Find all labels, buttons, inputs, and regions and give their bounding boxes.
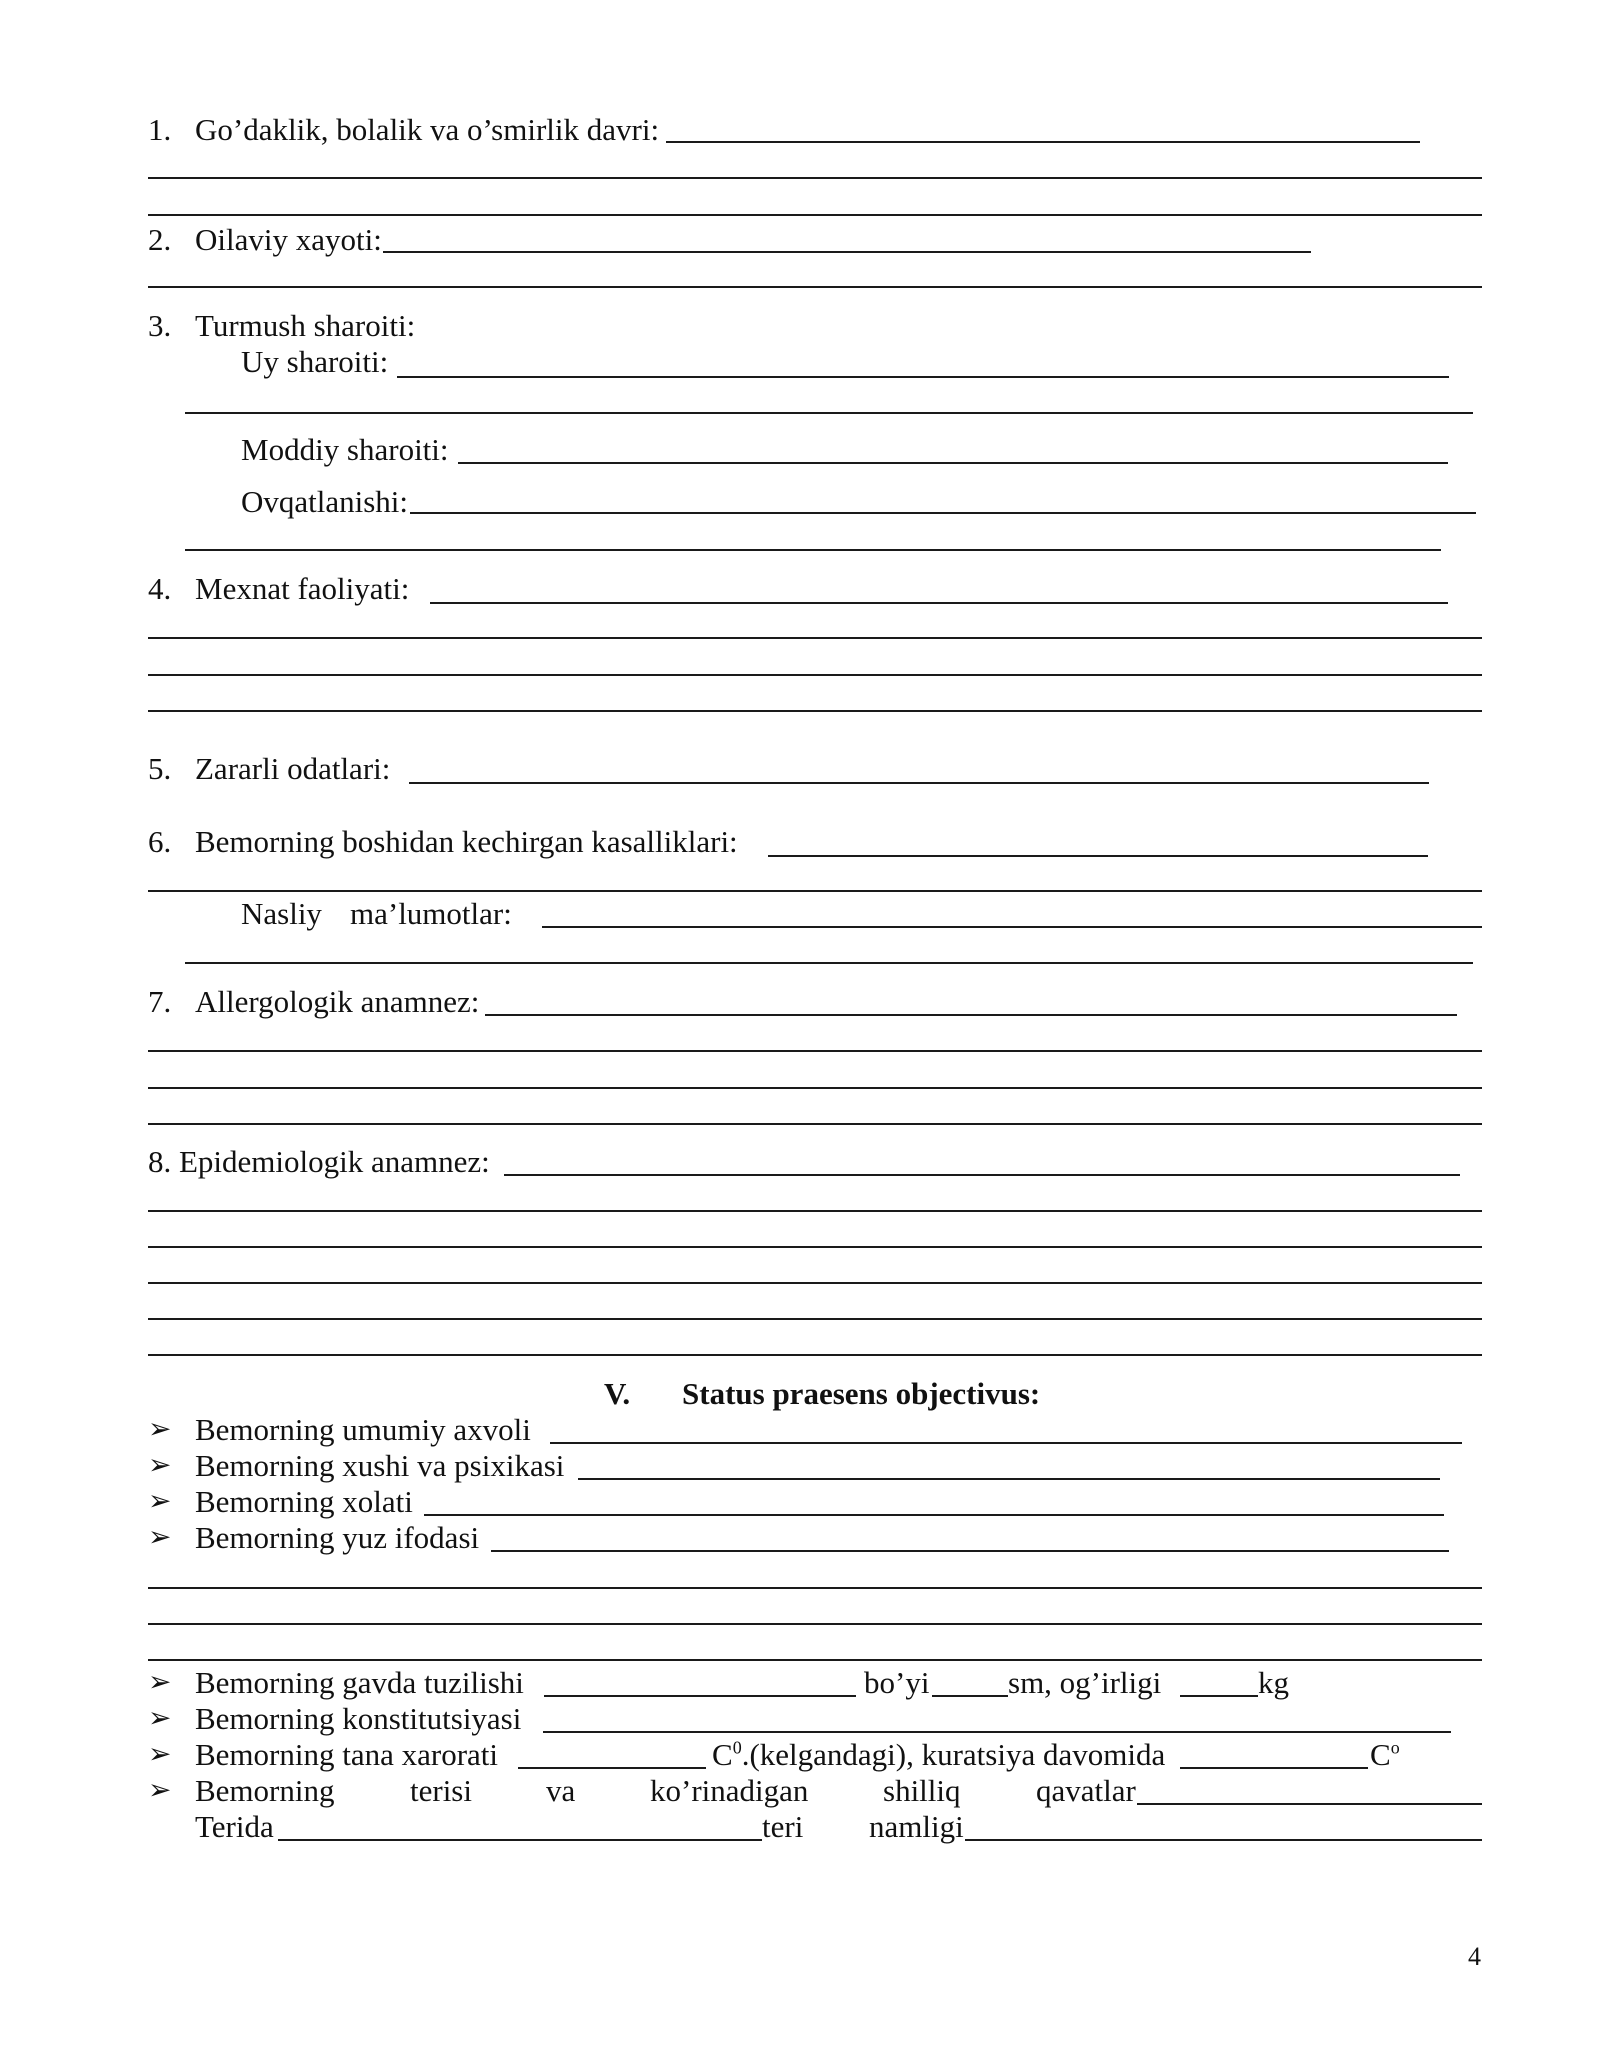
teri-word-5: shilliq xyxy=(883,1773,961,1808)
uy-sharoiti-line-2[interactable] xyxy=(185,412,1473,414)
moddiy-sharoiti-fill-line[interactable] xyxy=(458,462,1448,464)
section-numeral: V. xyxy=(604,1376,631,1411)
boyi-label: bo’yi xyxy=(864,1665,930,1700)
item-7-line-3[interactable] xyxy=(148,1087,1482,1089)
teri-word-3: va xyxy=(546,1773,576,1808)
tana-xarorati-fill-line[interactable] xyxy=(518,1767,706,1769)
kuratsiya-fill-line[interactable] xyxy=(1180,1767,1368,1769)
ovqatlanishi-fill-line[interactable] xyxy=(410,512,1476,514)
arrow-icon: ➢ xyxy=(148,1450,172,1481)
item-1-label: Go’daklik, bolalik va o’smirlik davri: xyxy=(195,112,660,147)
c-zero-label: $C^0.(kelgandagi)$, kuratsiya davomida xyxy=(712,1737,1166,1772)
c-o-label: $C^o$ xyxy=(1370,1737,1400,1772)
item-4-fill-line[interactable] xyxy=(430,602,1448,604)
ogirligi-fill-line[interactable] xyxy=(1180,1695,1258,1697)
bullet-gavda-tuzilishi: Bemorning gavda tuzilishi xyxy=(195,1665,524,1700)
item-6-number: 6. xyxy=(148,824,172,859)
item-8-label: 8. Epidemiologik anamnez: xyxy=(148,1144,490,1179)
nasliy-line-2[interactable] xyxy=(185,962,1473,964)
teri-word-1: Bemorning xyxy=(195,1773,335,1808)
xolati-fill-line[interactable] xyxy=(424,1514,1444,1516)
item-7-fill-line[interactable] xyxy=(485,1014,1457,1016)
ovqatlanishi-line-2[interactable] xyxy=(185,549,1441,551)
item-2-line-2[interactable] xyxy=(148,286,1482,288)
item-4-label: Mexnat faoliyati: xyxy=(195,571,410,606)
item-5-number: 5. xyxy=(148,751,172,786)
arrow-icon: ➢ xyxy=(148,1703,172,1734)
item-6-fill-line[interactable] xyxy=(768,855,1428,857)
yuz-ifodasi-fill-line[interactable] xyxy=(491,1550,1449,1552)
item-2-label: Oilaviy xayoti: xyxy=(195,222,382,257)
arrow-icon: ➢ xyxy=(148,1667,172,1698)
item-8-line-6[interactable] xyxy=(148,1354,1482,1356)
nasliy-fill-line[interactable] xyxy=(542,926,1482,928)
arrow-icon: ➢ xyxy=(148,1486,172,1517)
item-8-line-5[interactable] xyxy=(148,1318,1482,1320)
item-7-number: 7. xyxy=(148,984,172,1019)
item-1-line-3[interactable] xyxy=(148,214,1482,216)
teri-label: teri xyxy=(762,1809,804,1844)
item-1-number: 1. xyxy=(148,112,172,147)
item-4-line-3[interactable] xyxy=(148,674,1482,676)
item-7-label: Allergologik anamnez: xyxy=(195,984,480,1019)
uy-sharoiti-fill-line[interactable] xyxy=(397,376,1449,378)
yuz-ifodasi-line-2[interactable] xyxy=(148,1587,1482,1589)
qavatlar-fill-line[interactable] xyxy=(1137,1803,1482,1805)
ovqatlanishi-label: Ovqatlanishi: xyxy=(241,484,409,519)
teri-word-4: ko’rinadigan xyxy=(650,1773,809,1808)
teri-word-6: qavatlar xyxy=(1036,1773,1136,1808)
page-number: 4 xyxy=(1468,1942,1481,1971)
item-3-label: Turmush sharoiti: xyxy=(195,308,416,343)
section-title: Status praesens objectivus: xyxy=(682,1376,1041,1411)
item-2-number: 2. xyxy=(148,222,172,257)
namligi-fill-line[interactable] xyxy=(965,1839,1482,1841)
bullet-xushi-psixikasi: Bemorning xushi va psixikasi xyxy=(195,1448,565,1483)
item-7-line-2[interactable] xyxy=(148,1050,1482,1052)
item-8-line-3[interactable] xyxy=(148,1246,1482,1248)
uy-sharoiti-label: Uy sharoiti: xyxy=(241,344,389,379)
yuz-ifodasi-line-3[interactable] xyxy=(148,1623,1482,1625)
malumotlar-label: ma’lumotlar: xyxy=(350,896,512,931)
umumiy-axvoli-fill-line[interactable] xyxy=(550,1442,1462,1444)
item-7-line-4[interactable] xyxy=(148,1123,1482,1125)
item-1-fill-line[interactable] xyxy=(666,141,1420,143)
namligi-label: namligi xyxy=(869,1809,964,1844)
terida-fill-line[interactable] xyxy=(278,1839,762,1841)
sm-ogirligi-label: sm, og’irligi xyxy=(1008,1665,1162,1700)
boyi-fill-line[interactable] xyxy=(932,1695,1008,1697)
item-4-line-4[interactable] xyxy=(148,710,1482,712)
bullet-yuz-ifodasi: Bemorning yuz ifodasi xyxy=(195,1520,480,1555)
item-1-line-2[interactable] xyxy=(148,177,1482,179)
nasliy-label: Nasliy xyxy=(241,896,322,931)
bullet-konstitutsiyasi: Bemorning konstitutsiyasi xyxy=(195,1701,522,1736)
arrow-icon: ➢ xyxy=(148,1775,172,1806)
item-4-number: 4. xyxy=(148,571,172,606)
item-5-fill-line[interactable] xyxy=(409,782,1429,784)
xushi-psixikasi-fill-line[interactable] xyxy=(578,1478,1440,1480)
item-6-label: Bemorning boshidan kechirgan kasalliklari: xyxy=(195,824,738,859)
yuz-ifodasi-line-4[interactable] xyxy=(148,1659,1482,1661)
item-8-fill-line[interactable] xyxy=(504,1174,1460,1176)
arrow-icon: ➢ xyxy=(148,1739,172,1770)
teri-word-2: terisi xyxy=(410,1773,472,1808)
bullet-xolati: Bemorning xolati xyxy=(195,1484,413,1519)
item-6-line-2[interactable] xyxy=(148,890,1482,892)
arrow-icon: ➢ xyxy=(148,1522,172,1553)
bullet-umumiy-axvoli: Bemorning umumiy axvoli xyxy=(195,1412,531,1447)
bullet-tana-xarorati: Bemorning tana xarorati xyxy=(195,1737,499,1772)
item-4-line-2[interactable] xyxy=(148,637,1482,639)
item-3-number: 3. xyxy=(148,308,172,343)
item-5-label: Zararli odatlari: xyxy=(195,751,391,786)
item-2-fill-line[interactable] xyxy=(383,251,1311,253)
terida-label: Terida xyxy=(195,1809,274,1844)
gavda-tuzilishi-fill-line[interactable] xyxy=(544,1695,856,1697)
item-8-line-4[interactable] xyxy=(148,1282,1482,1284)
konstitutsiyasi-fill-line[interactable] xyxy=(543,1731,1451,1733)
kg-label: kg xyxy=(1258,1665,1289,1700)
moddiy-sharoiti-label: Moddiy sharoiti: xyxy=(241,432,449,467)
arrow-icon: ➢ xyxy=(148,1414,172,1445)
item-8-line-2[interactable] xyxy=(148,1210,1482,1212)
